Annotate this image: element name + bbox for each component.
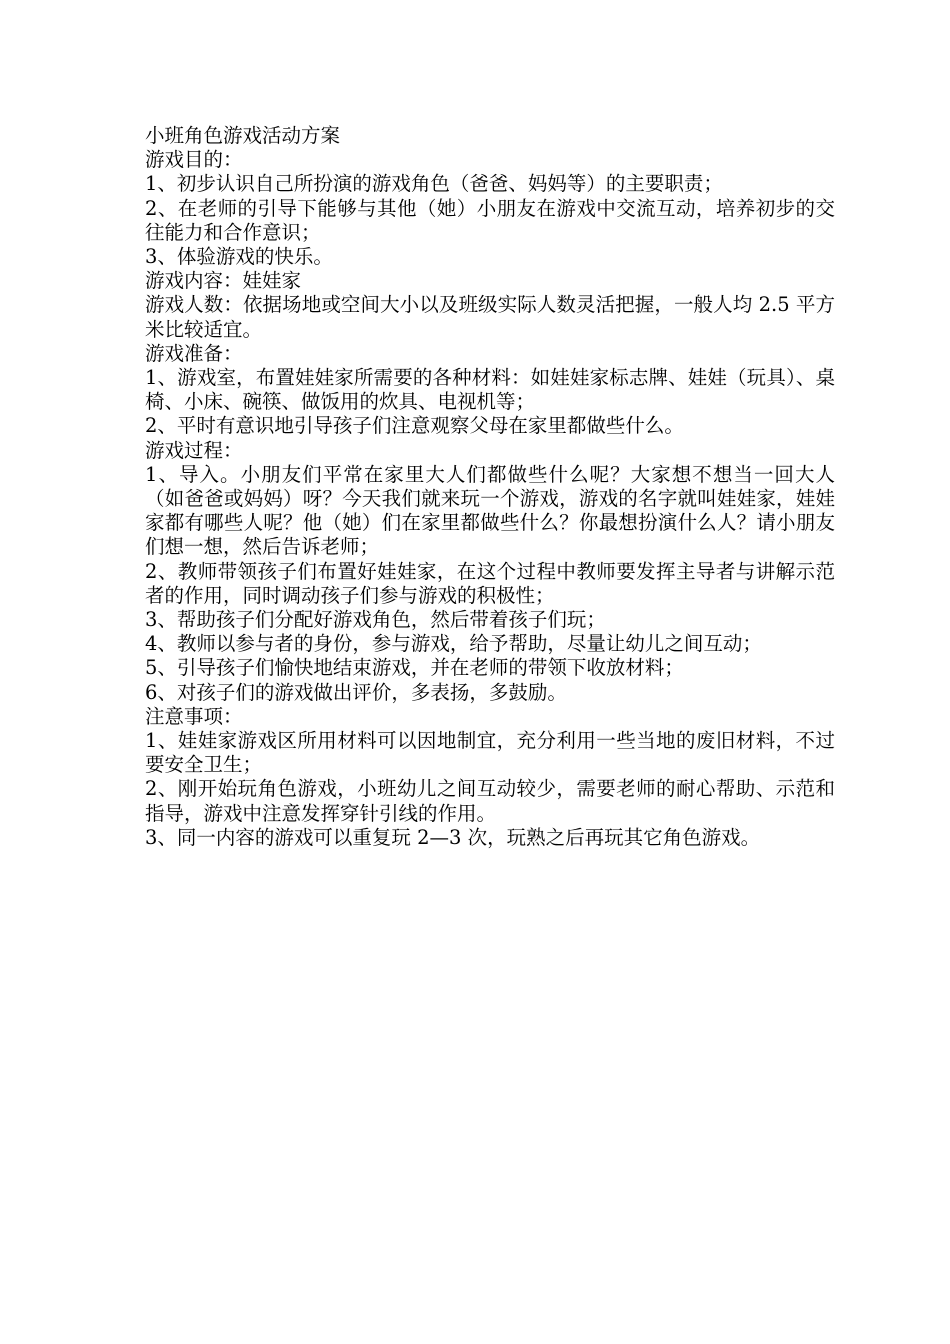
process-item: 3、帮助孩子们分配好游戏角色，然后带着孩子们玩； — [145, 608, 606, 632]
notes-heading: 注意事项： — [145, 704, 243, 728]
note-item: 2、刚开始玩角色游戏，小班幼儿之间互动较少，需要老师的耐心帮助、示范和指导，游戏中注意发挥穿针引线的作用。 — [145, 777, 835, 825]
process-item: 4、教师以参与者的身份，参与游戏，给予帮助，尽量让幼儿之间互动； — [145, 632, 762, 656]
note-item: 3、同一内容的游戏可以重复玩 2—3 次，玩熟之后再玩其它角色游戏。 — [145, 825, 761, 849]
players-line: 游戏人数：依据场地或空间大小以及班级实际人数灵活把握，一般人均 2.5 平方米比较适宜。 — [145, 293, 835, 341]
content-line: 游戏内容：娃娃家 — [145, 269, 302, 293]
goal-item: 2、在老师的引导下能够与其他（她）小朋友在游戏中交流互动，培养初步的交往能力和合作意识； — [145, 196, 835, 244]
goal-item: 1、初步认识自己所扮演的游戏角色（爸爸、妈妈等）的主要职责； — [145, 172, 723, 196]
process-item: 2、教师带领孩子们布置好娃娃家，在这个过程中教师要发挥主导者与讲解示范者的作用，同时调动孩子们参与游戏的积极性； — [145, 559, 835, 607]
note-item: 1、娃娃家游戏区所用材料可以因地制宜，充分利用一些当地的废旧材料，不过要安全卫生； — [145, 729, 835, 777]
prep-item: 2、平时有意识地引导孩子们注意观察父母在家里都做些什么。 — [145, 414, 684, 438]
document-body — [145, 124, 835, 850]
document-title: 小班角色游戏活动方案 — [145, 124, 341, 147]
process-heading: 游戏过程： — [145, 438, 243, 462]
process-item: 5、引导孩子们愉快地结束游戏，并在老师的带领下收放材料； — [145, 656, 684, 680]
prep-item: 1、游戏室，布置娃娃家所需要的各种材料：如娃娃家标志牌、娃娃（玩具）、桌椅、小床、碗筷、做饭用的炊具、电视机等； — [145, 366, 835, 414]
process-item: 6、对孩子们的游戏做出评价，多表扬，多鼓励。 — [145, 680, 567, 704]
goal-item: 3、体验游戏的快乐。 — [145, 245, 333, 269]
prep-heading: 游戏准备： — [145, 341, 243, 365]
goal-heading: 游戏目的： — [145, 148, 243, 172]
process-item: 1、导入。小朋友们平常在家里大人们都做些什么呢？大家想不想当一回大人（如爸爸或妈妈）呀？今天我们就来玩一个游戏，游戏的名字就叫娃娃家，娃娃家都有哪些人呢？他（她）们在家里都做些什么？你最想扮演什么人？请小朋友们想一想，然后告诉老师； — [145, 462, 835, 559]
